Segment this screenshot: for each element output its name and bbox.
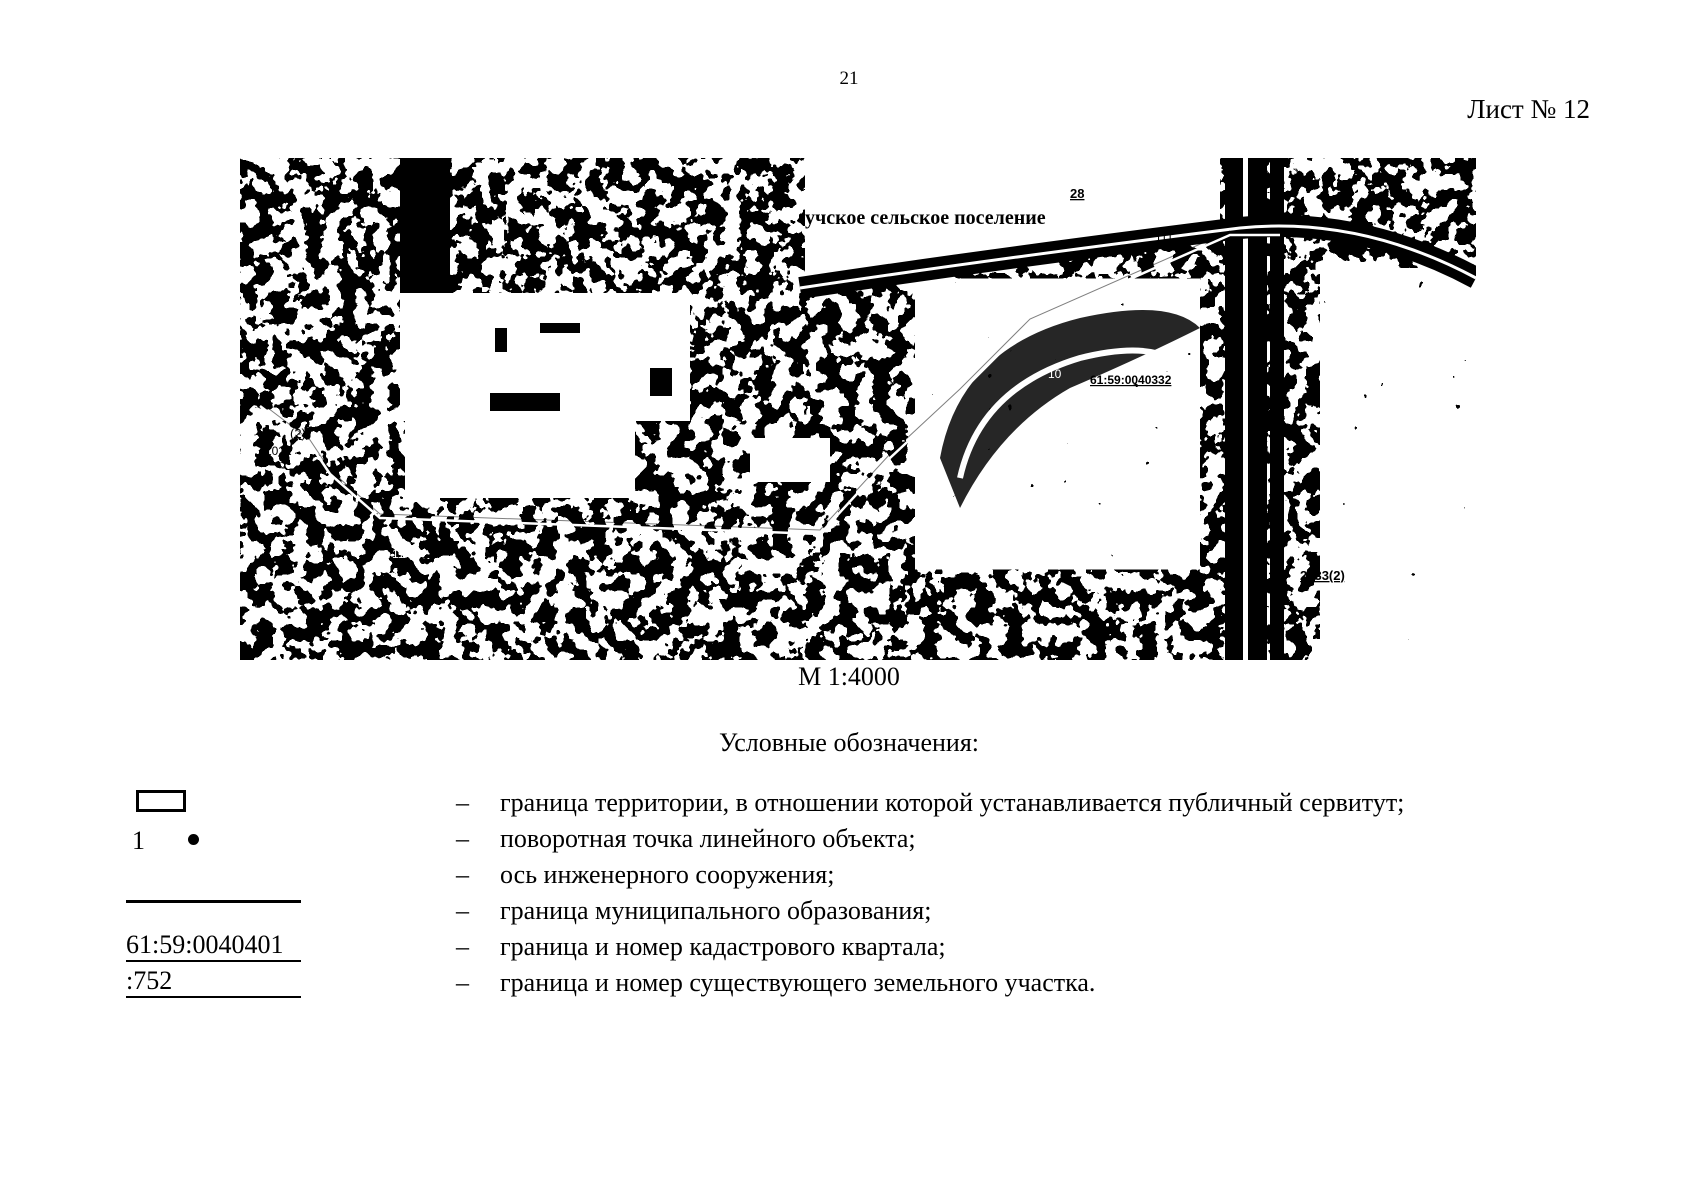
sheet-number: Лист № 12 <box>1467 94 1590 124</box>
legend-item-cadastral-quarter <box>0 932 1698 966</box>
legend-description: ось инженерного сооружения; <box>500 860 835 889</box>
settlement-label: учское сельское поселение <box>805 207 1046 229</box>
legend-dash: – <box>456 896 469 925</box>
legend-description: граница муниципального образования; <box>500 896 932 925</box>
legend-description: граница и номер существующего земельного участка. <box>500 968 1096 997</box>
municipal-boundary-line-icon <box>126 900 301 903</box>
legend-item-engineering-axis <box>0 860 1698 894</box>
legend-symbol <box>126 788 301 822</box>
legend-dash: – <box>456 932 469 961</box>
legend-dash: – <box>456 788 469 817</box>
legend-symbol <box>126 824 301 858</box>
point-label-376: 376 <box>925 283 946 297</box>
parcel-label-332: 61:59:0040332 <box>1090 373 1172 387</box>
legend-description: граница территории, в отношении которой устанавливается публичный сервитут; <box>500 788 1405 817</box>
legend-item-servitude-boundary <box>0 788 1698 822</box>
forest-block <box>400 158 450 293</box>
page-number: 21 <box>839 68 859 89</box>
point-label-28: 28 <box>1070 186 1085 201</box>
legend-item-turning-point <box>0 824 1698 858</box>
legend-description: граница и номер кадастрового квартала; <box>500 932 946 961</box>
legend-dash: – <box>456 860 469 889</box>
point-dot-icon <box>188 834 199 845</box>
legend-symbol <box>126 968 301 1002</box>
boundary-rectangle-icon <box>136 790 186 812</box>
cadastral-quarter-label: 61:59:0040401 <box>126 930 301 962</box>
land-plot-label: :752 <box>126 966 301 998</box>
legend-symbol <box>126 900 301 934</box>
legend-dash: – <box>456 968 469 997</box>
right-field-texture <box>1320 268 1476 660</box>
building-roof-detail <box>540 323 580 333</box>
legend-title: Условные обозначения: <box>718 728 980 757</box>
legend-description: поворотная точка линейного объекта; <box>500 824 916 853</box>
building-roof-detail <box>495 328 507 352</box>
legend-dash: – <box>456 824 469 853</box>
legend-symbol <box>126 860 301 894</box>
parcel-label-left-num: 1022 <box>265 444 292 458</box>
parcel-label-left: (2) <box>290 426 306 441</box>
parcel-label-right: 2533(2) <box>1300 568 1345 583</box>
point-label-10: 10 <box>1048 367 1062 381</box>
building-small <box>750 438 830 482</box>
point-number-label: 1 <box>132 826 145 855</box>
building-roof-detail <box>650 368 672 396</box>
map-scale: М 1:4000 <box>798 662 900 691</box>
satellite-map <box>240 158 1476 660</box>
building-roof-detail <box>490 393 560 411</box>
point-label-111: 111 <box>1155 231 1174 245</box>
legend-item-land-plot <box>0 968 1698 1002</box>
point-label-11: 11 <box>392 547 405 561</box>
building-lower <box>405 418 635 498</box>
legend-symbol <box>126 932 301 966</box>
legend-item-municipal-boundary <box>0 896 1698 930</box>
